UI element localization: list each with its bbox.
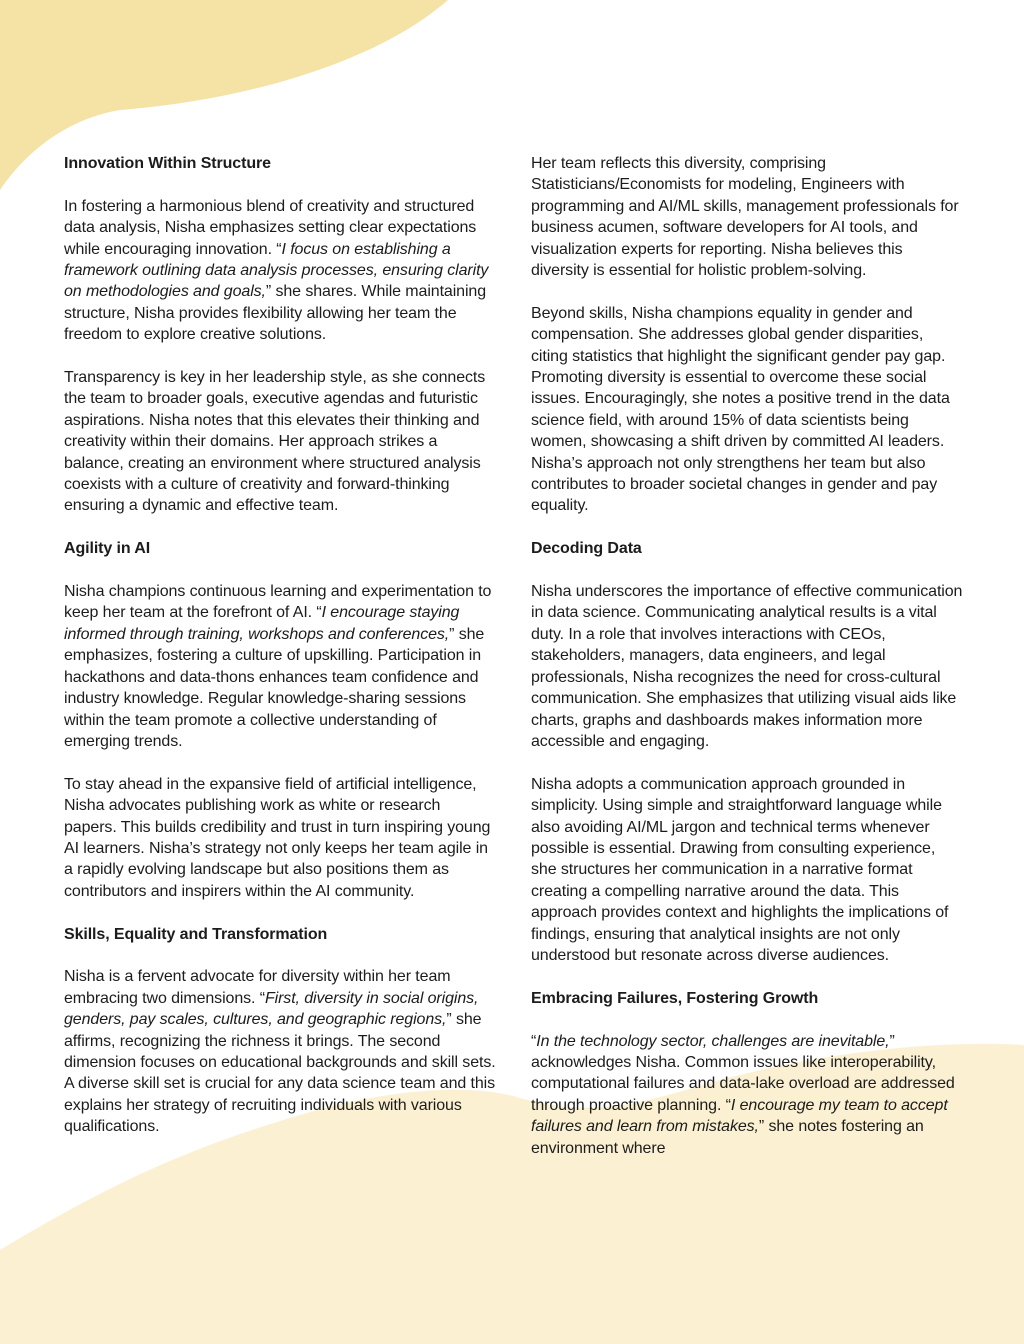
section-heading-failures: Embracing Failures, Fostering Growth — [531, 989, 819, 1007]
paragraph: “In the technology sector, challenges are inevitable,” acknowledges Nisha. Common issues like interoperability, computational failures and data-lake overload are addressed through proactive planning. “I encourage my team to accept failures and learn from mistakes,” she notes fostering an environment where — [531, 1032, 955, 1157]
paragraph: Nisha adopts a communication approach grounded in simplicity. Using simple and straightforward language while also avoiding AI/ML jargon and technical terms whenever possible is essential. Drawing from consulting experience, she structures her communication in a narrative format creating a compelling narrative around the data. This approach provides context and highlights the implications of findings, ensuring that analytical insights are not only understood but resonate across diverse audiences. — [531, 775, 949, 964]
left-column — [64, 153, 496, 1159]
section-heading-skills: Skills, Equality and Transformation — [64, 925, 328, 943]
paragraph: Nisha champions continuous learning and experimentation to keep her team at the forefront of AI. “I encourage staying informed through training, workshops and conferences,” she emphasizes, fostering a culture of upskilling. Participation in hackathons and data-thons enhances team confidence and industry knowledge. Regular knowledge-sharing sessions within the team promote a collective understanding of emerging trends. — [64, 583, 492, 750]
paragraph: In fostering a harmonious blend of creativity and structured data analysis, Nisha emphasizes setting clear expectations while encouraging innovation. “I focus on establishing a framework outlining data analysis processes, ensuring clarity on methodologies and goals,” she shares. While maintaining structure, Nisha provides flexibility allowing her team the freedom to explore creative solutions. — [64, 197, 489, 344]
paragraph: To stay ahead in the expansive field of artificial intelligence, Nisha advocates publishing work as white or research papers. This builds credibility and trust in turn inspiring young AI learners. Nisha’s strategy not only keeps her team agile in a rapidly evolving landscape but also positions them as contributors and inspirers within the AI community. — [64, 775, 491, 900]
section-heading-decoding: Decoding Data — [531, 540, 642, 558]
right-column — [531, 153, 963, 1180]
quote: I focus on establishing a framework outlining data analysis processes, ensuring clarity on methodologies and goals, — [64, 240, 489, 301]
quote: First, diversity in social origins, genders, pay scales, cultures, and geographic regions, — [64, 989, 479, 1029]
paragraph: Nisha underscores the importance of effective communication in data science. Communicating analytical results is a vital duty. In a role that involves interactions with CEOs, stakeholders, managers, data engineers, and legal professionals, Nisha recognizes the need for cross-cultural communication. She emphasizes that utilizing visual aids like charts, graphs and dashboards makes information more accessible and engaging. — [531, 583, 963, 750]
quote: I encourage staying informed through training, workshops and conferences, — [64, 604, 460, 643]
quote: In the technology sector, challenges are inevitable, — [536, 1032, 890, 1050]
paragraph: Her team reflects this diversity, comprising Statisticians/Economists for modeling, Engineers with programming and AI/ML skills, management professionals for business acumen, software developers for AI tools, and visualization experts for reporting. Nisha believes this diversity is essential for holistic problem-solving. — [531, 155, 959, 280]
paragraph: Transparency is key in her leadership style, as she connects the team to broader goals, executive agendas and futuristic aspirations. Nisha notes that this elevates their thinking and creativity within their domains. Her approach strikes a balance, creating an environment where structured analysis coexists with a culture of creativity and forward-thinking ensuring a dynamic and effective team. — [64, 369, 486, 515]
paragraph: Beyond skills, Nisha champions equality in gender and compensation. She addresses global gender disparities, citing statistics that highlight the significant gender pay gap. Promoting diversity is essential to overcome these social issues. Encouragingly, she notes a positive trend in the data science field, with around 15% of data scientists being women, showcasing a shift driven by committed AI leaders. Nisha’s approach not only strengthens her team but also contributes to broader societal changes in gender and pay equality. — [531, 304, 950, 515]
section-heading-agility: Agility in AI — [64, 540, 151, 558]
paragraph: Nisha is a fervent advocate for diversity within her team embracing two dimensions. “First, diversity in social origins, genders, pay scales, cultures, and geographic regions,” she affirms, recognizing the richness it brings. The second dimension focuses on educational backgrounds and skill sets. A diverse skill set is crucial for any data science team and this explains her strategy of recruiting individuals with various qualifications. — [64, 968, 496, 1136]
quote: I encourage my team to accept failures and learn from mistakes, — [531, 1096, 948, 1136]
section-heading-innovation: Innovation Within Structure — [64, 155, 271, 172]
